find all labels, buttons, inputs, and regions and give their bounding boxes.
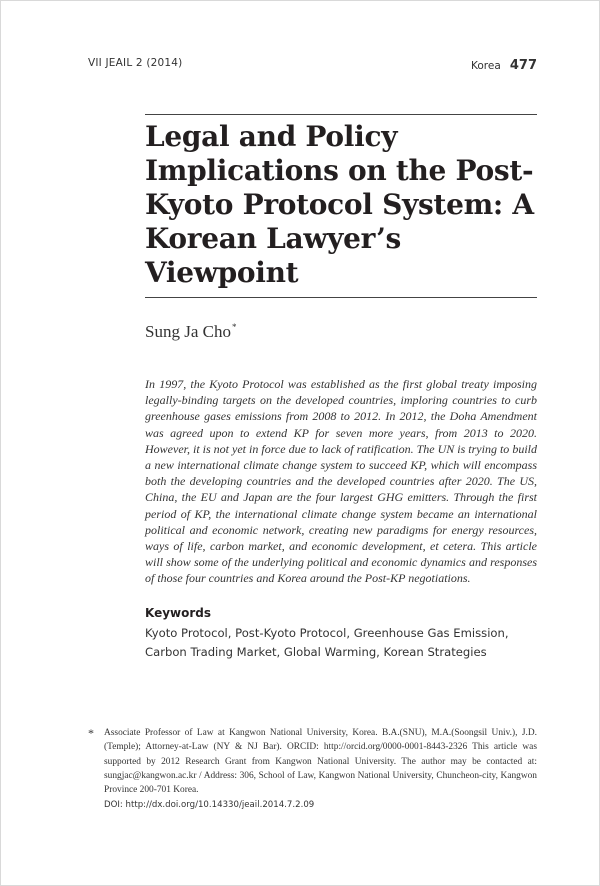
- keywords-list: Kyoto Protocol, Post-Kyoto Protocol, Greenhouse Gas Emission, Carbon Trading Market, Global Warming, Korean Strategies: [145, 626, 509, 659]
- title-top-rule: [145, 114, 537, 115]
- abstract: In 1997, the Kyoto Protocol was established as the first global treaty imposing legally-binding targets on the developed countries, imploring countries to curb greenhouse gases emissions from 2008 to 2012. In 2012, the Doha Amendment was agreed upon to extend KP for seven more years, from 2013 to 2020. However, it is not yet in force due to lack of ratification. The UN is trying to build a new international climate change system to succeed KP, which will encompass both the developing countries and the developed countries after 2020. The US, China, the EU and Japan are the four largest GHG emitters. Through the first period of KP, the international climate change system became an international political and economic network, creating new paradigms for energy resources, ways of life, carbon market, and economic development, et cetera. This article will show some of the underlying political and economic dynamics and responses of those four countries and Korea around the Post-KP negotiations.: [145, 377, 537, 586]
- page-number: 477: [509, 58, 537, 73]
- author-name: Sung Ja Cho: [145, 322, 231, 341]
- title-bottom-rule: [145, 297, 537, 298]
- footnote-marker: *: [88, 726, 94, 740]
- author-footnote: Associate Professor of Law at Kangwon National University, Korea. B.A.(SNU), M.A.(Soongsil Univ.), J.D.(Temple); Attorney-at-Law (NY & NJ Bar). ORCID: http://orcid.org/0000-0001-8443-2326 This article was supported by 2012 Research Grant from Kangwon National University. The author may be contacted at: sungjac@kangwon.ac.kr / Address: 306, School of Law, Kangwon National University, Chuncheon-city, Kangwon Province 200-701 Korea.: [104, 728, 537, 796]
- author-footnote-marker: *: [231, 322, 237, 332]
- running-header-right: [471, 54, 537, 73]
- author-line: [145, 322, 236, 342]
- doi-line: DOI: http://dx.doi.org/10.14330/jeail.2014.7.2.09: [104, 800, 315, 810]
- running-header-section: Korea: [470, 60, 501, 72]
- keywords-heading: Keywords: [145, 606, 212, 620]
- article-title: Legal and Policy Implications on the Post-Kyoto Protocol System: A Korean Lawyer’s Viewpoint: [145, 120, 534, 289]
- running-header-journal: VII JEAIL 2 (2014): [88, 57, 183, 69]
